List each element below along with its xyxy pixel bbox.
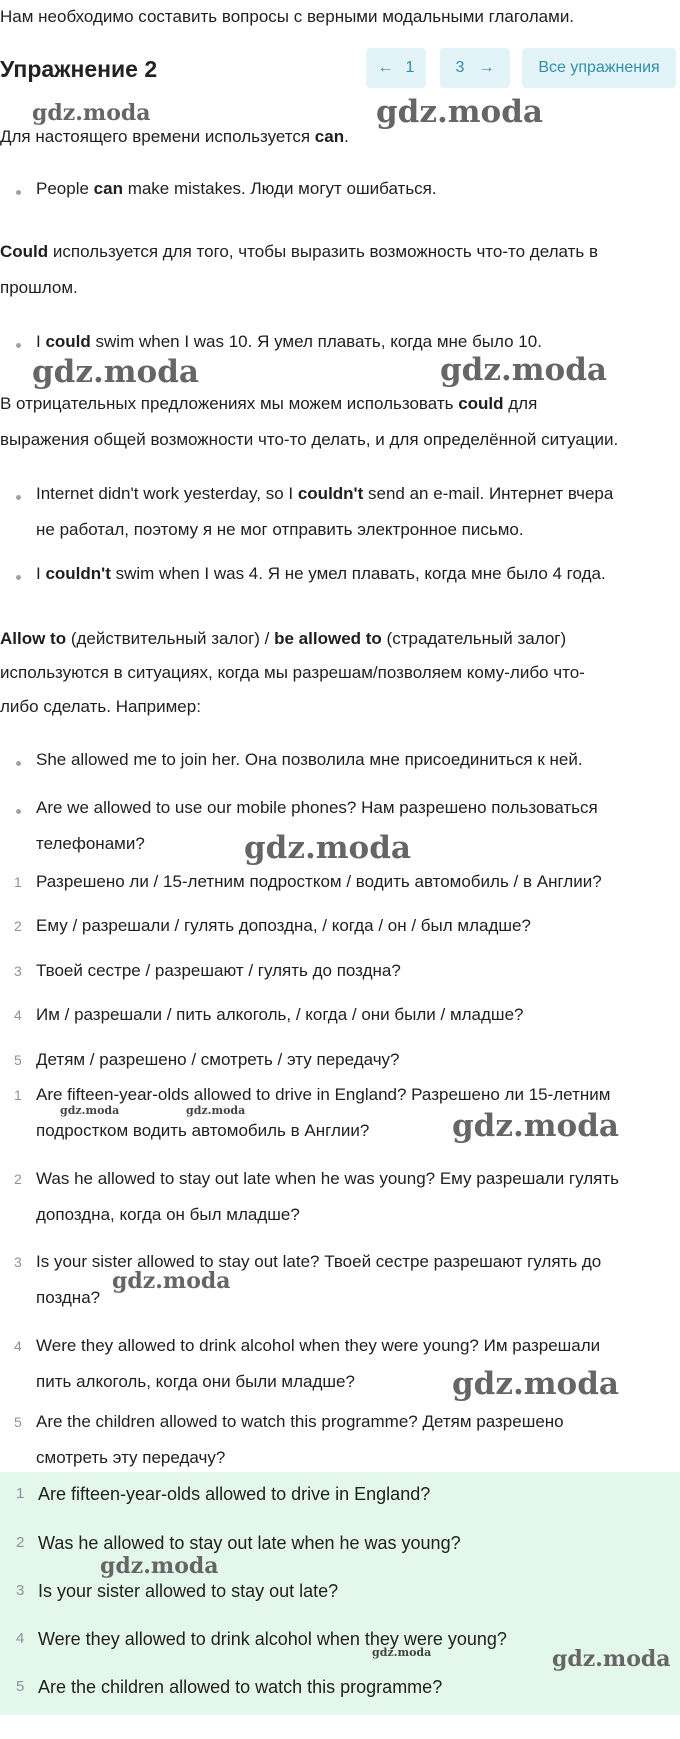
allow-example-1: She allowed me to join her. Она позволила мне присоединиться к ней. (36, 750, 583, 769)
answer-number: 5 (16, 1678, 25, 1695)
all-exercises-button[interactable]: Все упражнения (522, 48, 676, 88)
watermark-logo: gdz.moda (100, 1553, 219, 1579)
translation-line2: допоздна, когда он был младше? (36, 1205, 300, 1224)
task-item: Им / разрешали / пить алкоголь, / когда / они были / младше? (36, 1005, 524, 1024)
answer-item: Were they allowed to drink alcohol when they were young? (38, 1629, 507, 1649)
answer-number: 1 (16, 1485, 25, 1502)
task-number: 5 (14, 1052, 22, 1068)
allow-paragraph-line3: либо сделать. Например: (0, 697, 201, 716)
watermark-logo: gdz.moda (376, 94, 543, 130)
translation-line1: Is your sister allowed to stay out late? Твоей сестре разрешают гулять до (36, 1252, 602, 1271)
task-item: Твоей сестре / разрешают / гулять до поздна? (36, 961, 401, 980)
exercise-title: Упражнение 2 (0, 56, 158, 82)
watermark-logo: gdz.moda (372, 1646, 432, 1659)
bullet-icon (16, 190, 21, 195)
translation-line2: смотреть эту передачу? (36, 1448, 226, 1467)
task-item: Ему / разрешали / гулять допоздна, / когда / он / был младше? (36, 916, 531, 935)
answer-number: 4 (16, 1630, 25, 1647)
could-paragraph-line2: прошлом. (0, 278, 78, 297)
translation-number: 1 (14, 1087, 22, 1103)
watermark-logo: gdz.moda (32, 354, 199, 390)
translation-number: 4 (14, 1338, 22, 1354)
answer-item: Are fifteen-year-olds allowed to drive in England? (38, 1484, 431, 1504)
translation-line2: подростком водить автомобиль в Англии? (36, 1121, 370, 1140)
task-number: 2 (14, 918, 22, 934)
translation-line1: Are the children allowed to watch this programme? Детям разрешено (36, 1412, 564, 1431)
answer-item: Is your sister allowed to stay out late? (38, 1581, 339, 1601)
translation-line1: Were they allowed to drink alcohol when they were young? Им разрешали (36, 1336, 601, 1355)
translation-line1: Was he allowed to stay out late when he was young? Ему разрешали гулять (36, 1169, 620, 1188)
negative-paragraph-line2: выражения общей возможности что-то делать, и для определённой ситуации. (0, 430, 619, 449)
bullet-icon (16, 809, 21, 814)
allow-example-2-line1: Are we allowed to use our mobile phones? Нам разрешено пользоваться (36, 798, 598, 817)
next-exercise-label: 3 (455, 59, 465, 76)
answer-number: 3 (16, 1582, 25, 1599)
prev-exercise-button[interactable] (366, 48, 426, 88)
negative-example-2: I couldn't swim when I was 4. Я не умел плавать, когда мне было 4 года. (36, 564, 606, 583)
could-paragraph-line1: Could используется для того, чтобы выразить возможность что-то делать в (0, 242, 598, 261)
negative-paragraph-line1: В отрицательных предложениях мы можем использовать could для (0, 394, 538, 413)
watermark-logo: gdz.moda (452, 1366, 619, 1402)
translation-number: 3 (14, 1254, 22, 1270)
allow-example-2-line2: телефонами? (36, 834, 145, 853)
bullet-icon (16, 575, 21, 580)
translation-line2: поздна? (36, 1288, 101, 1307)
task-item: Разрешено ли / 15-летним подростком / водить автомобиль / в Англии? (36, 872, 602, 891)
watermark-logo: gdz.moda (552, 1646, 671, 1672)
task-number: 4 (14, 1007, 22, 1023)
can-paragraph: Для настоящего времени используется can. (0, 127, 349, 146)
watermark-logo: gdz.moda (440, 352, 607, 388)
allow-paragraph-line2: используются в ситуациях, когда мы разрешам/позволяем кому-либо что- (0, 663, 585, 682)
watermark-logo: gdz.moda (112, 1268, 231, 1294)
negative-example-1-line1: Internet didn't work yesterday, so I couldn't send an e-mail. Интернет вчера (36, 484, 614, 503)
bullet-icon (16, 495, 21, 500)
watermark-logo: gdz.moda (452, 1108, 619, 1144)
negative-example-1-line2: не работал, поэтому я не мог отправить электронное письмо. (36, 520, 524, 539)
bullet-icon (16, 343, 21, 348)
watermark-logo: gdz.moda (60, 1104, 120, 1117)
answer-item: Are the children allowed to watch this programme? (38, 1677, 443, 1697)
translation-number: 2 (14, 1171, 22, 1187)
task-number: 1 (14, 874, 22, 890)
translation-line1: Are fifteen-year-olds allowed to drive in England? Разрешено ли 15-летним (36, 1085, 611, 1104)
bullet-icon (16, 761, 21, 766)
translation-line2: пить алкоголь, когда они были младше? (36, 1372, 355, 1391)
next-exercise-button[interactable] (440, 48, 510, 88)
answer-number: 2 (16, 1534, 25, 1551)
can-example: People can make mistakes. Люди могут ошибаться. (36, 179, 437, 198)
task-item: Детям / разрешено / смотреть / эту передачу? (36, 1050, 400, 1069)
task-number: 3 (14, 963, 22, 979)
prev-exercise-label: 1 (405, 59, 415, 76)
watermark-logo: gdz.moda (244, 830, 411, 866)
intro-text: Нам необходимо составить вопросы с верными модальными глаголами. (0, 7, 575, 26)
could-example: I could swim when I was 10. Я умел плавать, когда мне было 10. (36, 332, 542, 351)
watermark-logo: gdz.moda (32, 100, 151, 126)
translation-number: 5 (14, 1414, 22, 1430)
arrow-left-icon: ← (377, 59, 394, 76)
arrow-right-icon: → (478, 59, 495, 76)
allow-paragraph-line1: Allow to (действительный залог) / be allowed to (страдательный залог) (0, 629, 567, 648)
answer-item: Was he allowed to stay out late when he was young? (38, 1533, 461, 1553)
watermark-logo: gdz.moda (186, 1104, 246, 1117)
